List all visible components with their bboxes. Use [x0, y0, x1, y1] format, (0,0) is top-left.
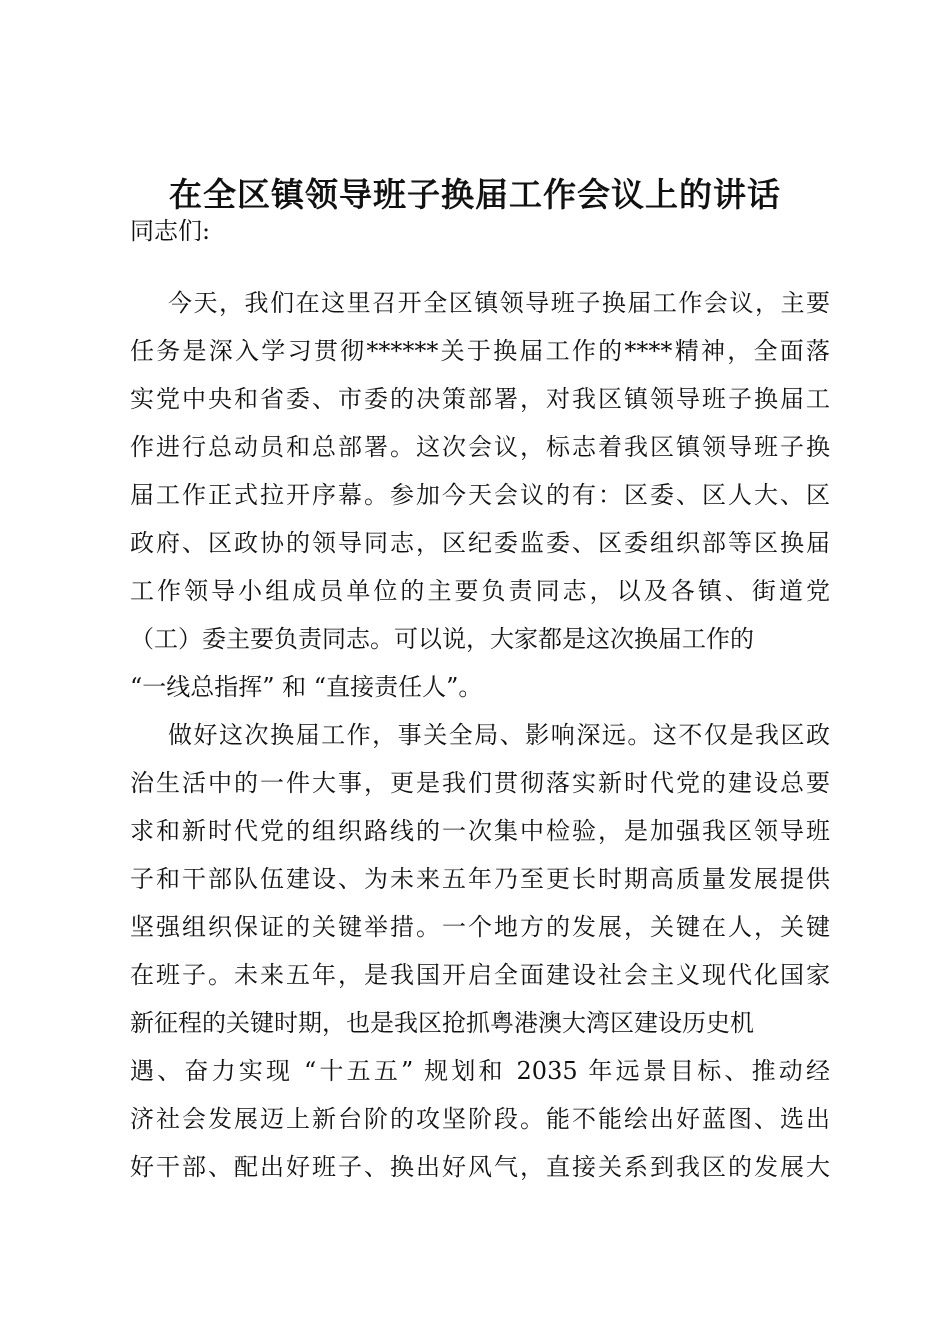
paragraph-2-line: 遇、奋力实现 “十五五” 规划和 2035 年远景目标、推动经: [130, 1057, 830, 1085]
paragraph-2-line: 济社会发展迈上新台阶的攻坚阶段。能不能绘出好蓝图、选出: [130, 1105, 830, 1133]
paragraph-2-line: 新征程的关键时期，也是我区抢抓粤港澳大湾区建设历史机: [130, 1009, 754, 1037]
paragraph-1-line: 任务是深入学习贯彻******关于换届工作的****精神，全面落: [130, 337, 830, 365]
salutation: 同志们:: [130, 217, 211, 245]
paragraph-1-line: 届工作正式拉开序幕。参加今天会议的有：区委、区人大、区: [130, 481, 830, 509]
paragraph-2-line: 子和干部队伍建设、为未来五年乃至更长时期高质量发展提供: [130, 865, 830, 893]
paragraph-1-line: 实党中央和省委、市委的决策部署，对我区镇领导班子换届工: [130, 385, 830, 413]
paragraph-1-line: 政府、区政协的领导同志，区纪委监委、区委组织部等区换届: [130, 529, 830, 557]
paragraph-1-line: （工）委主要负责同志。可以说，大家都是这次换届工作的: [130, 625, 754, 653]
paragraph-1-line: 工作领导小组成员单位的主要负责同志，以及各镇、街道党: [130, 577, 830, 605]
paragraph-2-line: 求和新时代党的组织路线的一次集中检验，是加强我区领导班: [130, 817, 830, 845]
paragraph-1-line: “一线总指挥” 和 “直接责任人”。: [130, 673, 483, 701]
paragraph-2-line: 在班子。未来五年，是我国开启全面建设社会主义现代化国家: [130, 961, 830, 989]
document-title: 在全区镇领导班子换届工作会议上的讲话: [169, 175, 781, 214]
paragraph-1-line: 作进行总动员和总部署。这次会议，标志着我区镇领导班子换: [130, 433, 830, 461]
paragraph-1-line: 今天，我们在这里召开全区镇领导班子换届工作会议，主要: [168, 289, 830, 317]
paragraph-2-line: 治生活中的一件大事，更是我们贯彻落实新时代党的建设总要: [130, 769, 830, 797]
paragraph-2-line: 好干部、配出好班子、换出好风气，直接关系到我区的发展大: [130, 1153, 830, 1181]
paragraph-2-line: 坚强组织保证的关键举措。一个地方的发展，关键在人，关键: [130, 913, 830, 941]
paragraph-2-line: 做好这次换届工作，事关全局、影响深远。这不仅是我区政: [168, 721, 830, 749]
